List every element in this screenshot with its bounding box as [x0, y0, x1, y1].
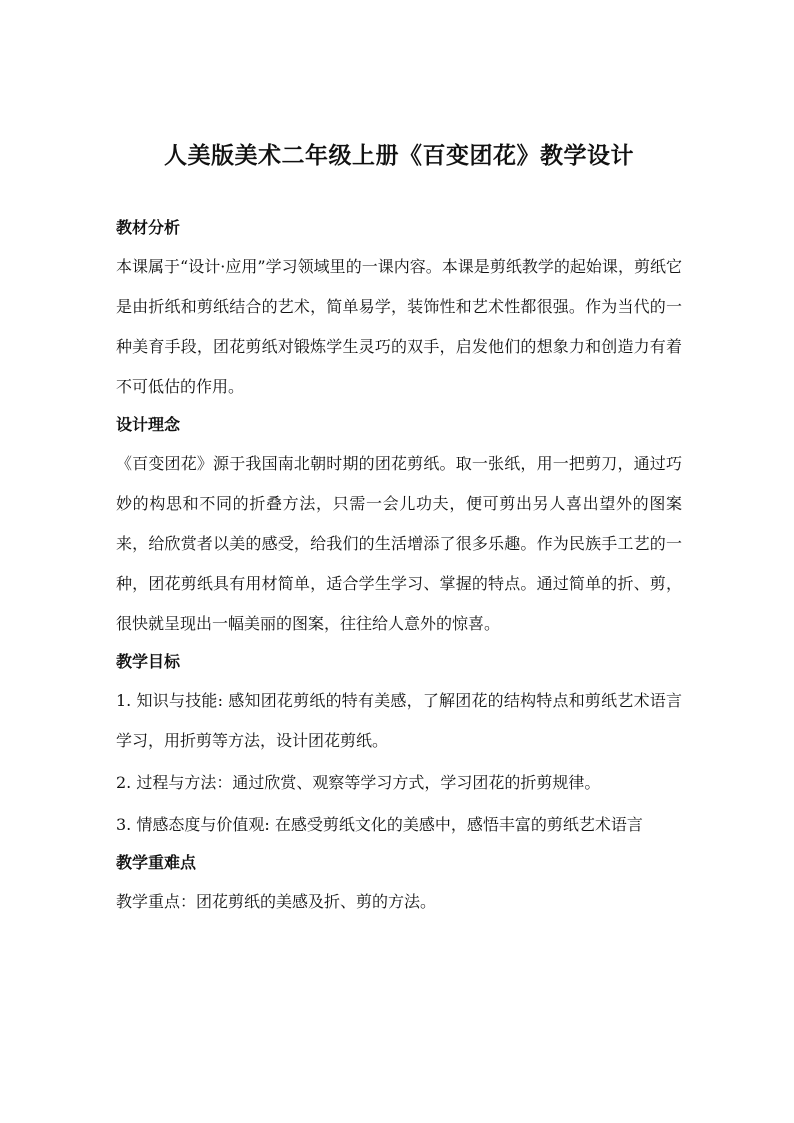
analysis-paragraph: 本课属于“设计·应用”学习领域里的一课内容。本课是剪纸教学的起始课，剪纸它是由折纸和剪纸结合的艺术，简单易学，装饰性和艺术性都很强。作为当代的一种美育手段，团花剪纸对锻炼学生灵巧的双手，启发他们的想象力和创造力有着不可低估的作用。	[116, 257, 682, 396]
section-heading-analysis: 教材分析	[116, 218, 181, 237]
section-heading-concept: 设计理念	[116, 415, 181, 434]
document-page	[116, 138, 682, 924]
section-heading-key-points: 教学重难点	[116, 853, 197, 872]
concept-paragraph: 《百变团花》源于我国南北朝时期的团花剪纸。取一张纸，用一把剪刀，通过巧妙的构思和不同的折叠方法，只需一会儿功夫，便可剪出另人喜出望外的图案来，给欣赏者以美的感受，给我们的生活增添了很多乐趣。作为民族手工艺的一种，团花剪纸具有用材简单，适合学生学习、掌握的特点。通过简单的折、剪，很快就呈现出一幅美丽的图案，往往给人意外的惊喜。	[116, 454, 682, 633]
key-points-paragraph: 教学重点：团花剪纸的美感及折、剪的方法。	[116, 892, 437, 911]
section-heading-goals: 教学目标	[116, 652, 181, 671]
goal-item-2: 2. 过程与方法：通过欣赏、观察等学习方式，学习团花的折剪规律。	[116, 773, 601, 792]
goal-item-3: 3. 情感态度与价值观: 在感受剪纸文化的美感中，感悟丰富的剪纸艺术语言	[116, 815, 643, 834]
document-title: 人美版美术二年级上册《百变团花》教学设计	[164, 143, 634, 169]
goal-item-1: 1. 知识与技能: 感知团花剪纸的特有美感，了解团花的结构特点和剪纸艺术语言学习，用折剪等方法，设计团花剪纸。	[116, 691, 682, 750]
